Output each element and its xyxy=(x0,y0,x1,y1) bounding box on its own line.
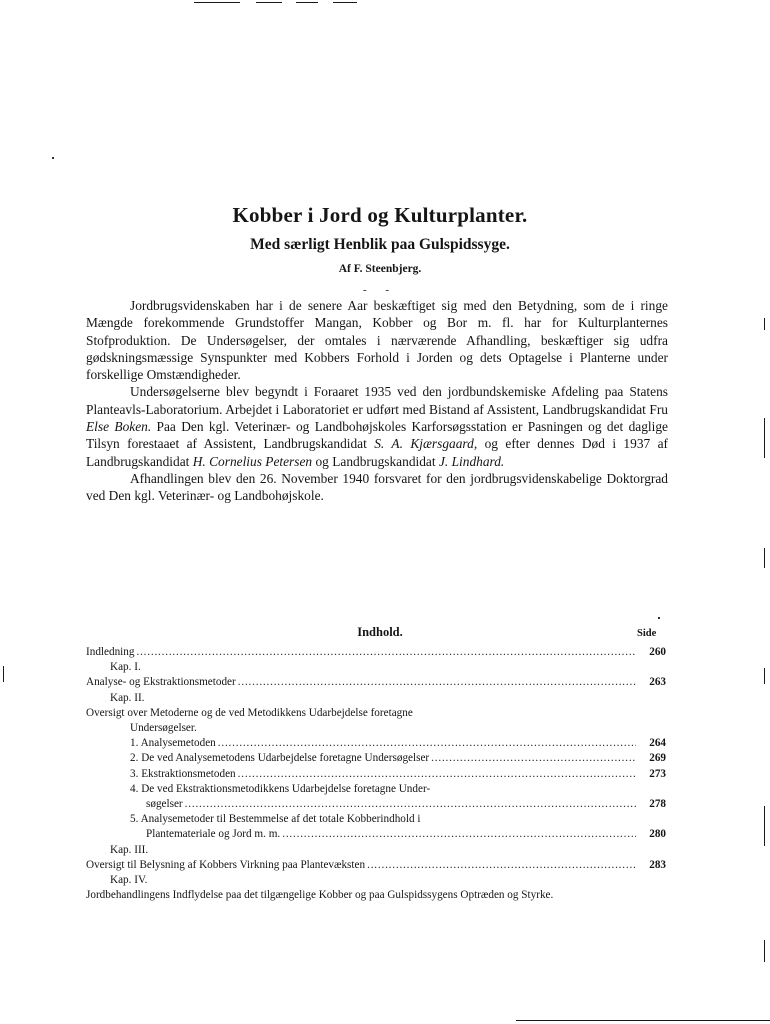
left-margin-mark xyxy=(3,666,4,682)
toc-entry-label: Oversigt til Belysning af Kobbers Virkning paa Plantevæksten xyxy=(86,858,366,871)
toc-leader xyxy=(367,858,636,873)
introduction xyxy=(86,297,668,505)
article-title: Kobber i Jord og Kulturplanter. xyxy=(232,203,528,227)
toc-entry[interactable] xyxy=(86,827,666,842)
speck-1 xyxy=(52,157,54,159)
toc-entry-label: 1. Analysemetoden xyxy=(130,737,216,750)
toc-entry[interactable] xyxy=(86,645,666,660)
toc-entry-label: Plantemateriale og Jord m. m. xyxy=(146,828,281,841)
toc-section-heading-cont: Undersøgelser. xyxy=(130,722,197,735)
article-author: Af F. Steenbjerg. xyxy=(338,263,422,275)
toc-entry-page: 283 xyxy=(649,858,666,871)
intro-p2-text-d: og Landbrugskandidat xyxy=(312,453,439,469)
margin-mark-5 xyxy=(764,806,765,846)
intro-p2-text-b: Paa Den kgl. Veterinær- og Landbohøjskoles Karforsøgsstation er Pasningen og det daglige Tilsyn forestaaet af Assistent, Landbrugskandidat xyxy=(86,419,668,452)
author-separator: - - xyxy=(362,284,398,296)
person-name-boken: Else Boken. xyxy=(86,419,152,435)
toc-leader xyxy=(218,736,636,751)
toc-entry-page: 278 xyxy=(649,798,666,811)
toc-entry[interactable] xyxy=(86,797,666,812)
toc-entry-page: 273 xyxy=(649,767,666,780)
toc-leader xyxy=(136,645,636,660)
toc-side-label: Side xyxy=(637,628,657,639)
toc-entry-page: 260 xyxy=(649,646,666,658)
toc-entry-label: 3. Ekstraktionsmetoden xyxy=(130,767,236,780)
top-scan-rule-2 xyxy=(256,2,282,3)
person-name-petersen: H. Cornelius Petersen xyxy=(192,453,313,469)
toc-entry[interactable] xyxy=(86,767,666,782)
toc-entry-label: 2. De ved Analysemetodens Udarbejdelse foretagne Undersøgelser xyxy=(130,752,430,765)
toc-entry[interactable] xyxy=(86,675,666,690)
toc-leader xyxy=(238,767,636,782)
toc-entry-page: 264 xyxy=(649,737,666,750)
margin-mark-3 xyxy=(764,548,765,568)
margin-mark-2 xyxy=(764,418,765,458)
toc-leader xyxy=(238,675,636,690)
toc-entry-page: 269 xyxy=(649,752,666,765)
top-scan-rule-4 xyxy=(333,2,357,3)
toc-entry[interactable] xyxy=(86,858,666,873)
intro-paragraph-3: Afhandlingen blev den 26. November 1940 forsvaret for den jordbrugsvidenskabelige Doktorgrad ved Den kgl. Veterinær- og Landbohøjskole. xyxy=(86,470,668,504)
toc-chapter-label: Kap. IV. xyxy=(110,874,148,887)
article-subtitle: Med særligt Henblik paa Gulspidssyge. xyxy=(250,236,510,253)
margin-mark-1 xyxy=(764,318,765,330)
bottom-scan-rule xyxy=(516,1020,770,1021)
toc-chapter-label: Kap. I. xyxy=(110,661,141,674)
toc-entry-line: 4. De ved Ekstraktionsmetodikkens Udarbejdelse foretagne Under- xyxy=(130,782,431,795)
toc-heading: Indhold. xyxy=(357,625,403,639)
table-of-contents xyxy=(86,645,666,903)
toc-entry-label: søgelser xyxy=(146,798,183,811)
toc-section-heading: Oversigt over Metoderne og de ved Metodikkens Udarbejdelse foretagne xyxy=(86,706,413,719)
top-scan-rule-1 xyxy=(194,2,240,3)
person-name-kjaersgaard: S. A. Kjærsgaard, xyxy=(374,436,478,452)
toc-entry-line: 5. Analysemetoder til Bestemmelse af det totale Kobberindhold i xyxy=(130,813,421,826)
toc-entry-page: 280 xyxy=(649,828,666,841)
speck-2 xyxy=(658,617,660,619)
margin-mark-4 xyxy=(764,668,765,684)
toc-entry-page: 263 xyxy=(649,676,666,689)
toc-entry-multiline[interactable]: Jordbehandlingens Indflydelse paa det tilgængelige Kobber og paa Gulspidssygens Optræden og Styrke. xyxy=(86,889,554,902)
toc-entry-label: Indledning xyxy=(86,646,135,658)
person-name-lindhard: J. Lindhard. xyxy=(438,453,505,469)
margin-mark-6 xyxy=(764,940,765,962)
intro-paragraph-2 xyxy=(86,383,668,469)
toc-leader xyxy=(185,797,636,812)
intro-paragraph-1: Jordbrugsvidenskaben har i de senere Aar beskæftiget sig med den Betydning, som de i ringe Mængde forekommende Grundstoffer Mangan, Kobber og Bor m. fl. har for Kulturplanternes Stofproduktion. De Undersøgelser, der omtales i nærværende Afhandling, beskæftiger sig udfra gødskningsmæssige Synspunkter med Kobbers Forhold i Jorden og dets Optagelse i Planterne under forskellige Omstændigheder. xyxy=(86,298,668,383)
intro-p2-text-a: Undersøgelserne blev begyndt i Foraaret 1935 ved den jordbundskemiske Afdeling paa Statens Planteavls-Laboratorium. Arbejdet i Laboratoriet er udført med Bistand af Assistent, Landbrugskandidat Fru xyxy=(86,384,668,417)
top-scan-rule-3 xyxy=(296,2,318,3)
toc-chapter-label: Kap. III. xyxy=(110,843,149,856)
toc-chapter-label: Kap. II. xyxy=(110,691,145,704)
toc-leader xyxy=(431,751,636,766)
intro-p2-text-c: og efter dennes Død i 1937 af Landbrugskandidat xyxy=(86,436,668,469)
toc-leader xyxy=(282,827,636,842)
toc-entry-label: Analyse- og Ekstraktionsmetoder xyxy=(86,676,236,689)
toc-entry[interactable] xyxy=(86,736,666,751)
toc-entry[interactable] xyxy=(86,751,666,766)
